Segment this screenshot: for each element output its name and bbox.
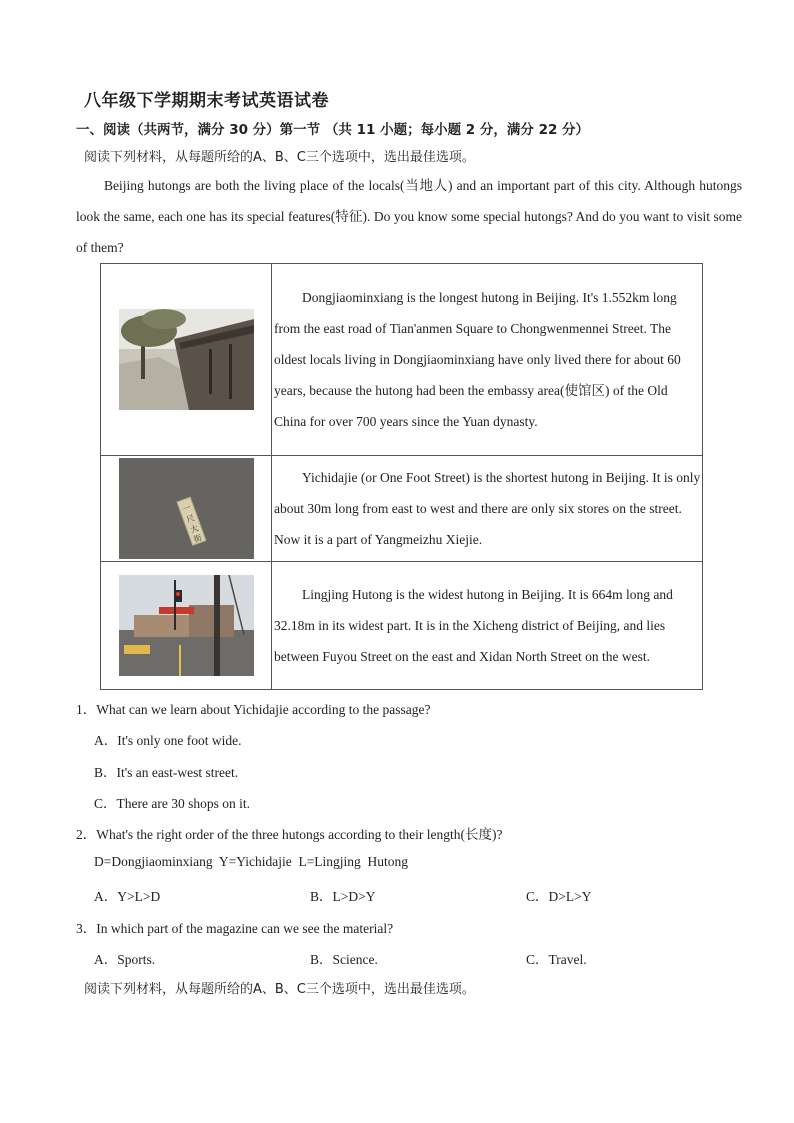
q2-option-a: A．Y>L>D xyxy=(94,889,161,904)
instruction-text-2: 阅读下列材料，从每题所给的A、B、C三个选项中，选出最佳选项。 xyxy=(84,982,475,997)
svg-text:大: 大 xyxy=(188,523,200,535)
q1-option-a: A．It's only one foot wide. xyxy=(94,733,242,748)
q3-option-b: B．Science. xyxy=(310,952,378,967)
question-1: 1．What can we learn about Yichidajie according to the passage? xyxy=(76,702,431,717)
q3-option-c: C．Travel. xyxy=(526,952,587,967)
instruction-text: 阅读下列材料，从每题所给的A、B、C三个选项中，选出最佳选项。 xyxy=(84,150,475,165)
svg-text:尺: 尺 xyxy=(184,513,196,525)
yichidajie-photo xyxy=(119,458,254,559)
intro-paragraph: Beijing hutongs are both the living place of the locals(当地人) and an important part of this city. Although hutongs look the same, each one has its special features(特征). Do you know some special hutongs? And do you want to visit some of them? xyxy=(76,178,742,255)
photo-cell xyxy=(101,562,272,690)
yichidajie-text: Yichidajie (or One Foot Street) is the shortest hutong in Beijing. It is only about 30m long from east to west and there are only six stores on the street. Now it is a part of Yangmeizhu Xiejie. xyxy=(272,456,703,562)
dongjiaominxiang-photo xyxy=(119,309,254,410)
photo-cell xyxy=(101,264,272,456)
sign-char: 一 xyxy=(181,502,192,515)
q2-option-b: B．L>D>Y xyxy=(310,889,376,904)
svg-text:街: 街 xyxy=(191,533,203,545)
table-row xyxy=(101,264,703,456)
lingjing-hutong-photo xyxy=(119,575,254,676)
question-2: 2．What's the right order of the three hutongs according to their length(长度)? xyxy=(76,827,503,842)
q2-option-c: C．D>L>Y xyxy=(526,889,592,904)
lingjing-hutong-text: Lingjing Hutong is the widest hutong in Beijing. It is 664m long and 32.18m in its widest part. It is in the Xicheng district of Beijing, and lies between Fuyou Street on the east and Xidan North Street on the west. xyxy=(272,562,703,690)
table-row xyxy=(101,562,703,690)
question-3: 3．In which part of the magazine can we see the material? xyxy=(76,921,394,936)
q1-option-b: B．It's an east-west street. xyxy=(94,765,239,780)
dongjiaominxiang-text: Dongjiaominxiang is the longest hutong in Beijing. It's 1.552km long from the east road of Tian'anmen Square to Chongwenmennei Street. The oldest locals living in Dongjiaominxiang have only lived there for about 60 years, because the hutong had been the embassy area(使馆区) of the Old China for over 700 years since the Yuan dynasty. xyxy=(272,264,703,456)
hutong-table xyxy=(100,263,703,690)
photo-cell xyxy=(101,456,272,562)
table-row xyxy=(101,456,703,562)
section-header: 一、阅读（共两节，满分 30 分）第一节 （共 11 小题；每小题 2 分，满分 22 分） xyxy=(76,122,590,138)
q2-note: D=Dongjiaominxiang Y=Yichidajie L=Lingjing Hutong xyxy=(94,854,409,869)
exam-title: 八年级下学期期末考试英语试卷 xyxy=(84,91,329,111)
q3-option-a: A．Sports. xyxy=(94,952,156,967)
q1-option-c: C．There are 30 shops on it. xyxy=(94,796,250,811)
